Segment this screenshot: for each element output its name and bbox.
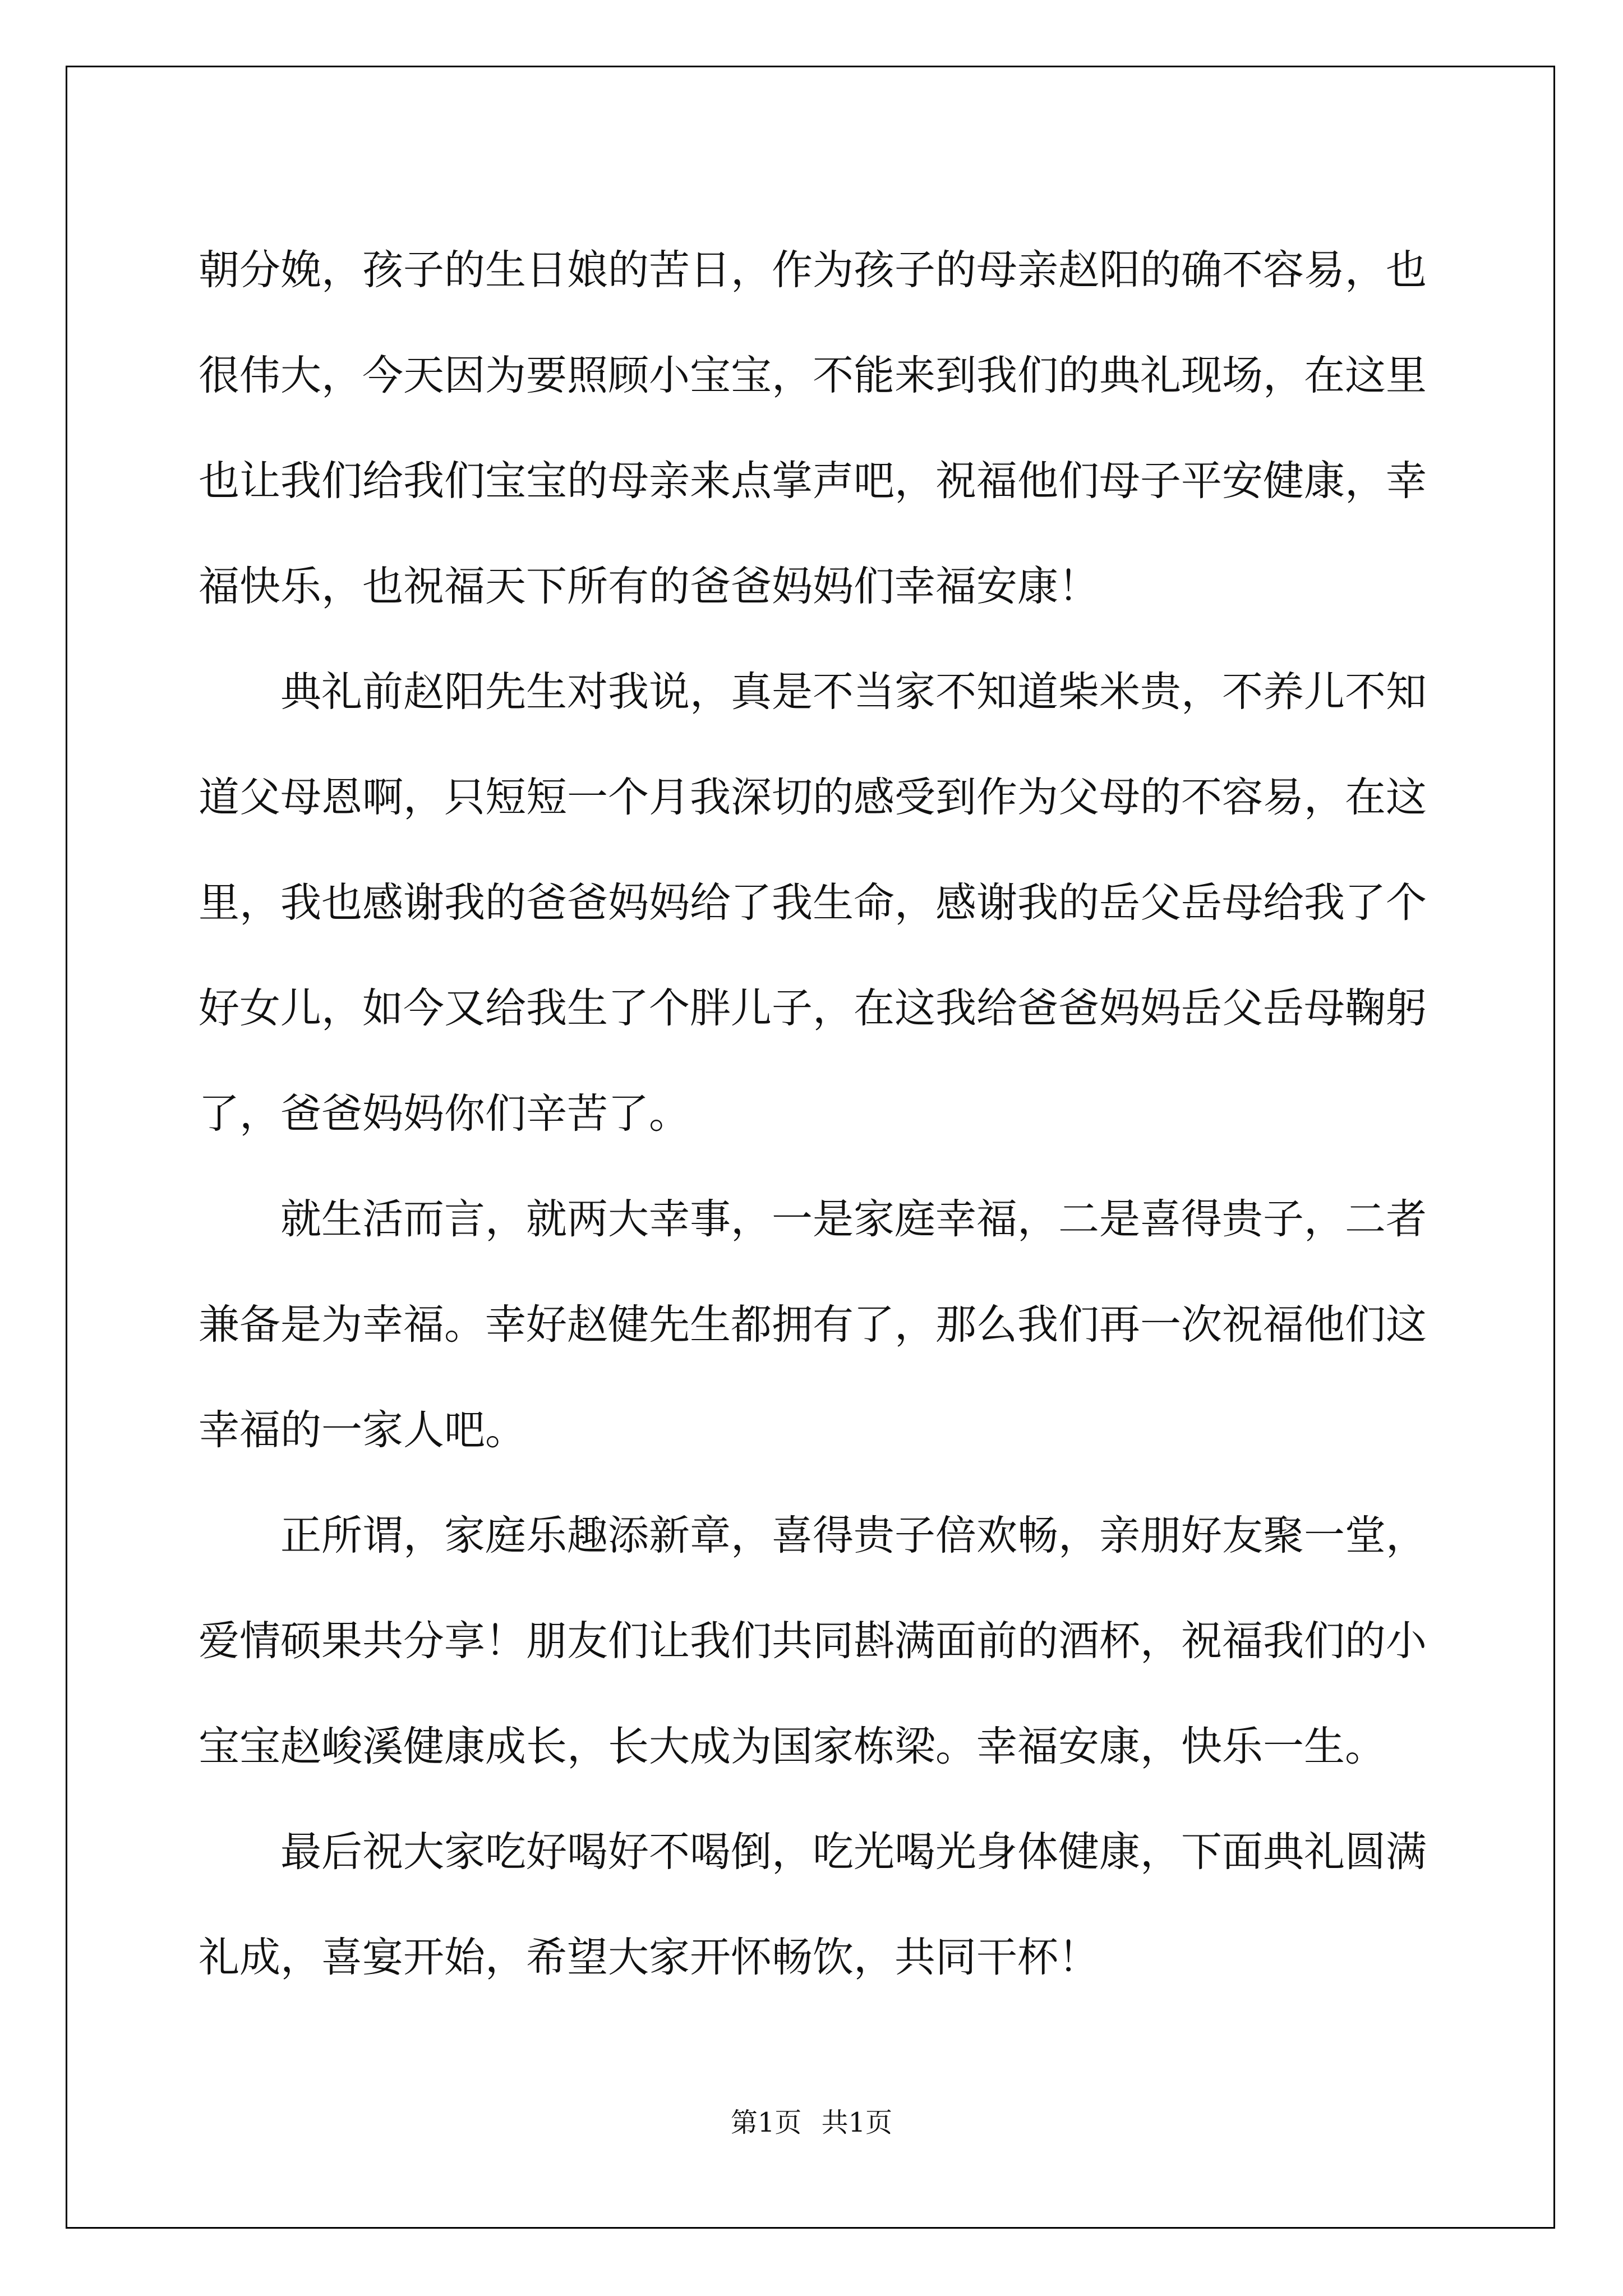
paragraph-5: 最后祝大家吃好喝好不喝倒，吃光喝光身体健康，下面典礼圆满礼成，喜宴开始，希望大家开怀畅饮，共同干杯！: [199, 1828, 1427, 1981]
paragraph-4: 正所谓，家庭乐趣添新章，喜得贵子倍欢畅，亲朋好友聚一堂，爱情硕果共分享！朋友们让我们共同斟满面前的酒杯，祝福我们的小宝宝赵峻溪健康成长，长大成为国家栋梁。幸福安康，快乐一生。: [199, 1512, 1427, 1770]
document-body: [199, 218, 1427, 2010]
page-number-footer: 第1页 共1页: [730, 2107, 893, 2138]
paragraph-3: 就生活而言，就两大幸事，一是家庭幸福，二是喜得贵子，二者兼备是为幸福。幸好赵健先生都拥有了，那么我们再一次祝福他们这幸福的一家人吧。: [199, 1195, 1427, 1454]
paragraph-1: 朝分娩，孩子的生日娘的苦日，作为孩子的母亲赵阳的确不容易，也很伟大，今天因为要照顾小宝宝，不能来到我们的典礼现场，在这里也让我们给我们宝宝的母亲来点掌声吧，祝福他们母子平安健康，幸福快乐，也祝福天下所有的爸爸妈妈们幸福安康！: [199, 246, 1427, 610]
paragraph-2: 典礼前赵阳先生对我说，真是不当家不知道柴米贵，不养儿不知道父母恩啊，只短短一个月我深切的感受到作为父母的不容易，在这里，我也感谢我的爸爸妈妈给了我生命，感谢我的岳父岳母给我了个好女儿，如今又给我生了个胖儿子，在这我给爸爸妈妈岳父岳母鞠躬了，爸爸妈妈你们辛苦了。: [199, 668, 1427, 1138]
